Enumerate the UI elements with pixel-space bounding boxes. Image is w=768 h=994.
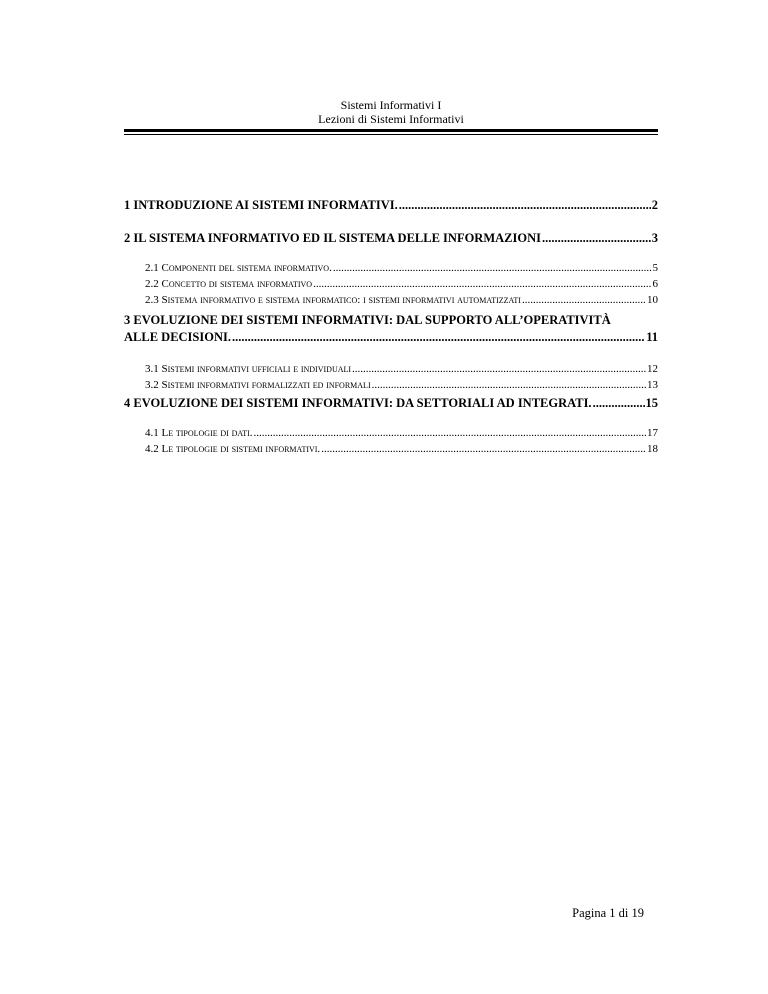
header-rule-thick [124, 129, 658, 132]
toc-entry-title: 4 EVOLUZIONE DEI SISTEMI INFORMATIVI: DA SETTORIALI AD INTEGRATI. [124, 396, 592, 410]
toc-entry-3-2[interactable] [124, 379, 658, 392]
toc-entry-page: 13 [647, 379, 658, 391]
toc-entry-title: 3.2 Sistemi informativi formalizzati ed informali [145, 379, 371, 391]
toc-entry-4[interactable] [124, 396, 658, 411]
toc-entry-title: 2.2 Concetto di sistema informativo [145, 278, 313, 290]
toc-entry-title: 4.1 Le tipologie di dati. [145, 427, 253, 439]
toc-dot-leader [593, 396, 645, 411]
toc-entry-page: 3 [651, 231, 658, 245]
toc-dot-leader [232, 329, 645, 346]
header-subtitle: Lezioni di Sistemi Informativi [318, 112, 464, 126]
toc-dot-leader [399, 198, 651, 213]
toc-entry-page: 11 [646, 330, 658, 344]
toc-entry-title: 2.3 Sistema informativo e sistema informatico: i sistemi informativi automatizzati [145, 294, 521, 306]
header-rule-thin [124, 134, 658, 135]
toc-dot-leader [254, 427, 646, 440]
toc-dot-leader [313, 278, 651, 291]
toc-entry-page: 12 [647, 363, 658, 375]
toc-entry-title: 3.1 Sistemi informativi ufficiali e individuali [145, 363, 352, 375]
toc-entry-2[interactable] [124, 231, 658, 246]
toc-entry-2-1[interactable] [124, 262, 658, 275]
toc-entry-page: 2 [651, 198, 658, 212]
toc-entry-2-2[interactable] [124, 278, 658, 291]
toc-dot-leader [321, 443, 646, 456]
toc-entry-title: 3 EVOLUZIONE DEI SISTEMI INFORMATIVI: DAL SUPPORTO ALL’OPERATIVITÀ [124, 313, 611, 327]
toc-entry-title: 1 INTRODUZIONE AI SISTEMI INFORMATIVI. [124, 198, 398, 212]
toc-entry-1[interactable] [124, 198, 658, 213]
toc-entry-page: 18 [647, 443, 658, 455]
toc-dot-leader [352, 363, 646, 376]
toc-dot-leader [522, 294, 646, 307]
running-header [124, 98, 658, 126]
toc-dot-leader [333, 262, 652, 275]
toc-entry-title-continued: ALLE DECISIONI. [124, 330, 231, 344]
header-title: Sistemi Informativi I [340, 98, 442, 112]
toc-entry-4-1[interactable] [124, 427, 658, 440]
toc-dot-leader [372, 379, 646, 392]
toc-entry-page: 17 [647, 427, 658, 439]
toc-entry-page: 15 [645, 396, 658, 410]
toc-entry-page: 10 [647, 294, 658, 306]
toc-entry-title: 2.1 Componenti del sistema informativo. [145, 262, 332, 274]
toc-entry-page: 6 [652, 278, 658, 290]
toc-entry-2-3[interactable] [124, 294, 658, 307]
toc-entry-page: 5 [652, 262, 658, 274]
toc-entry-title: 4.2 Le tipologie di sistemi informativi. [145, 443, 321, 455]
toc-entry-3-1[interactable] [124, 363, 658, 376]
toc-entry-3[interactable] [124, 312, 658, 346]
page-number-footer: Pagina 1 di 19 [572, 906, 644, 920]
toc-entry-title: 2 IL SISTEMA INFORMATIVO ED IL SISTEMA DELLE INFORMAZIONI [124, 231, 541, 245]
toc-entry-4-2[interactable] [124, 443, 658, 456]
toc-dot-leader [542, 231, 651, 246]
